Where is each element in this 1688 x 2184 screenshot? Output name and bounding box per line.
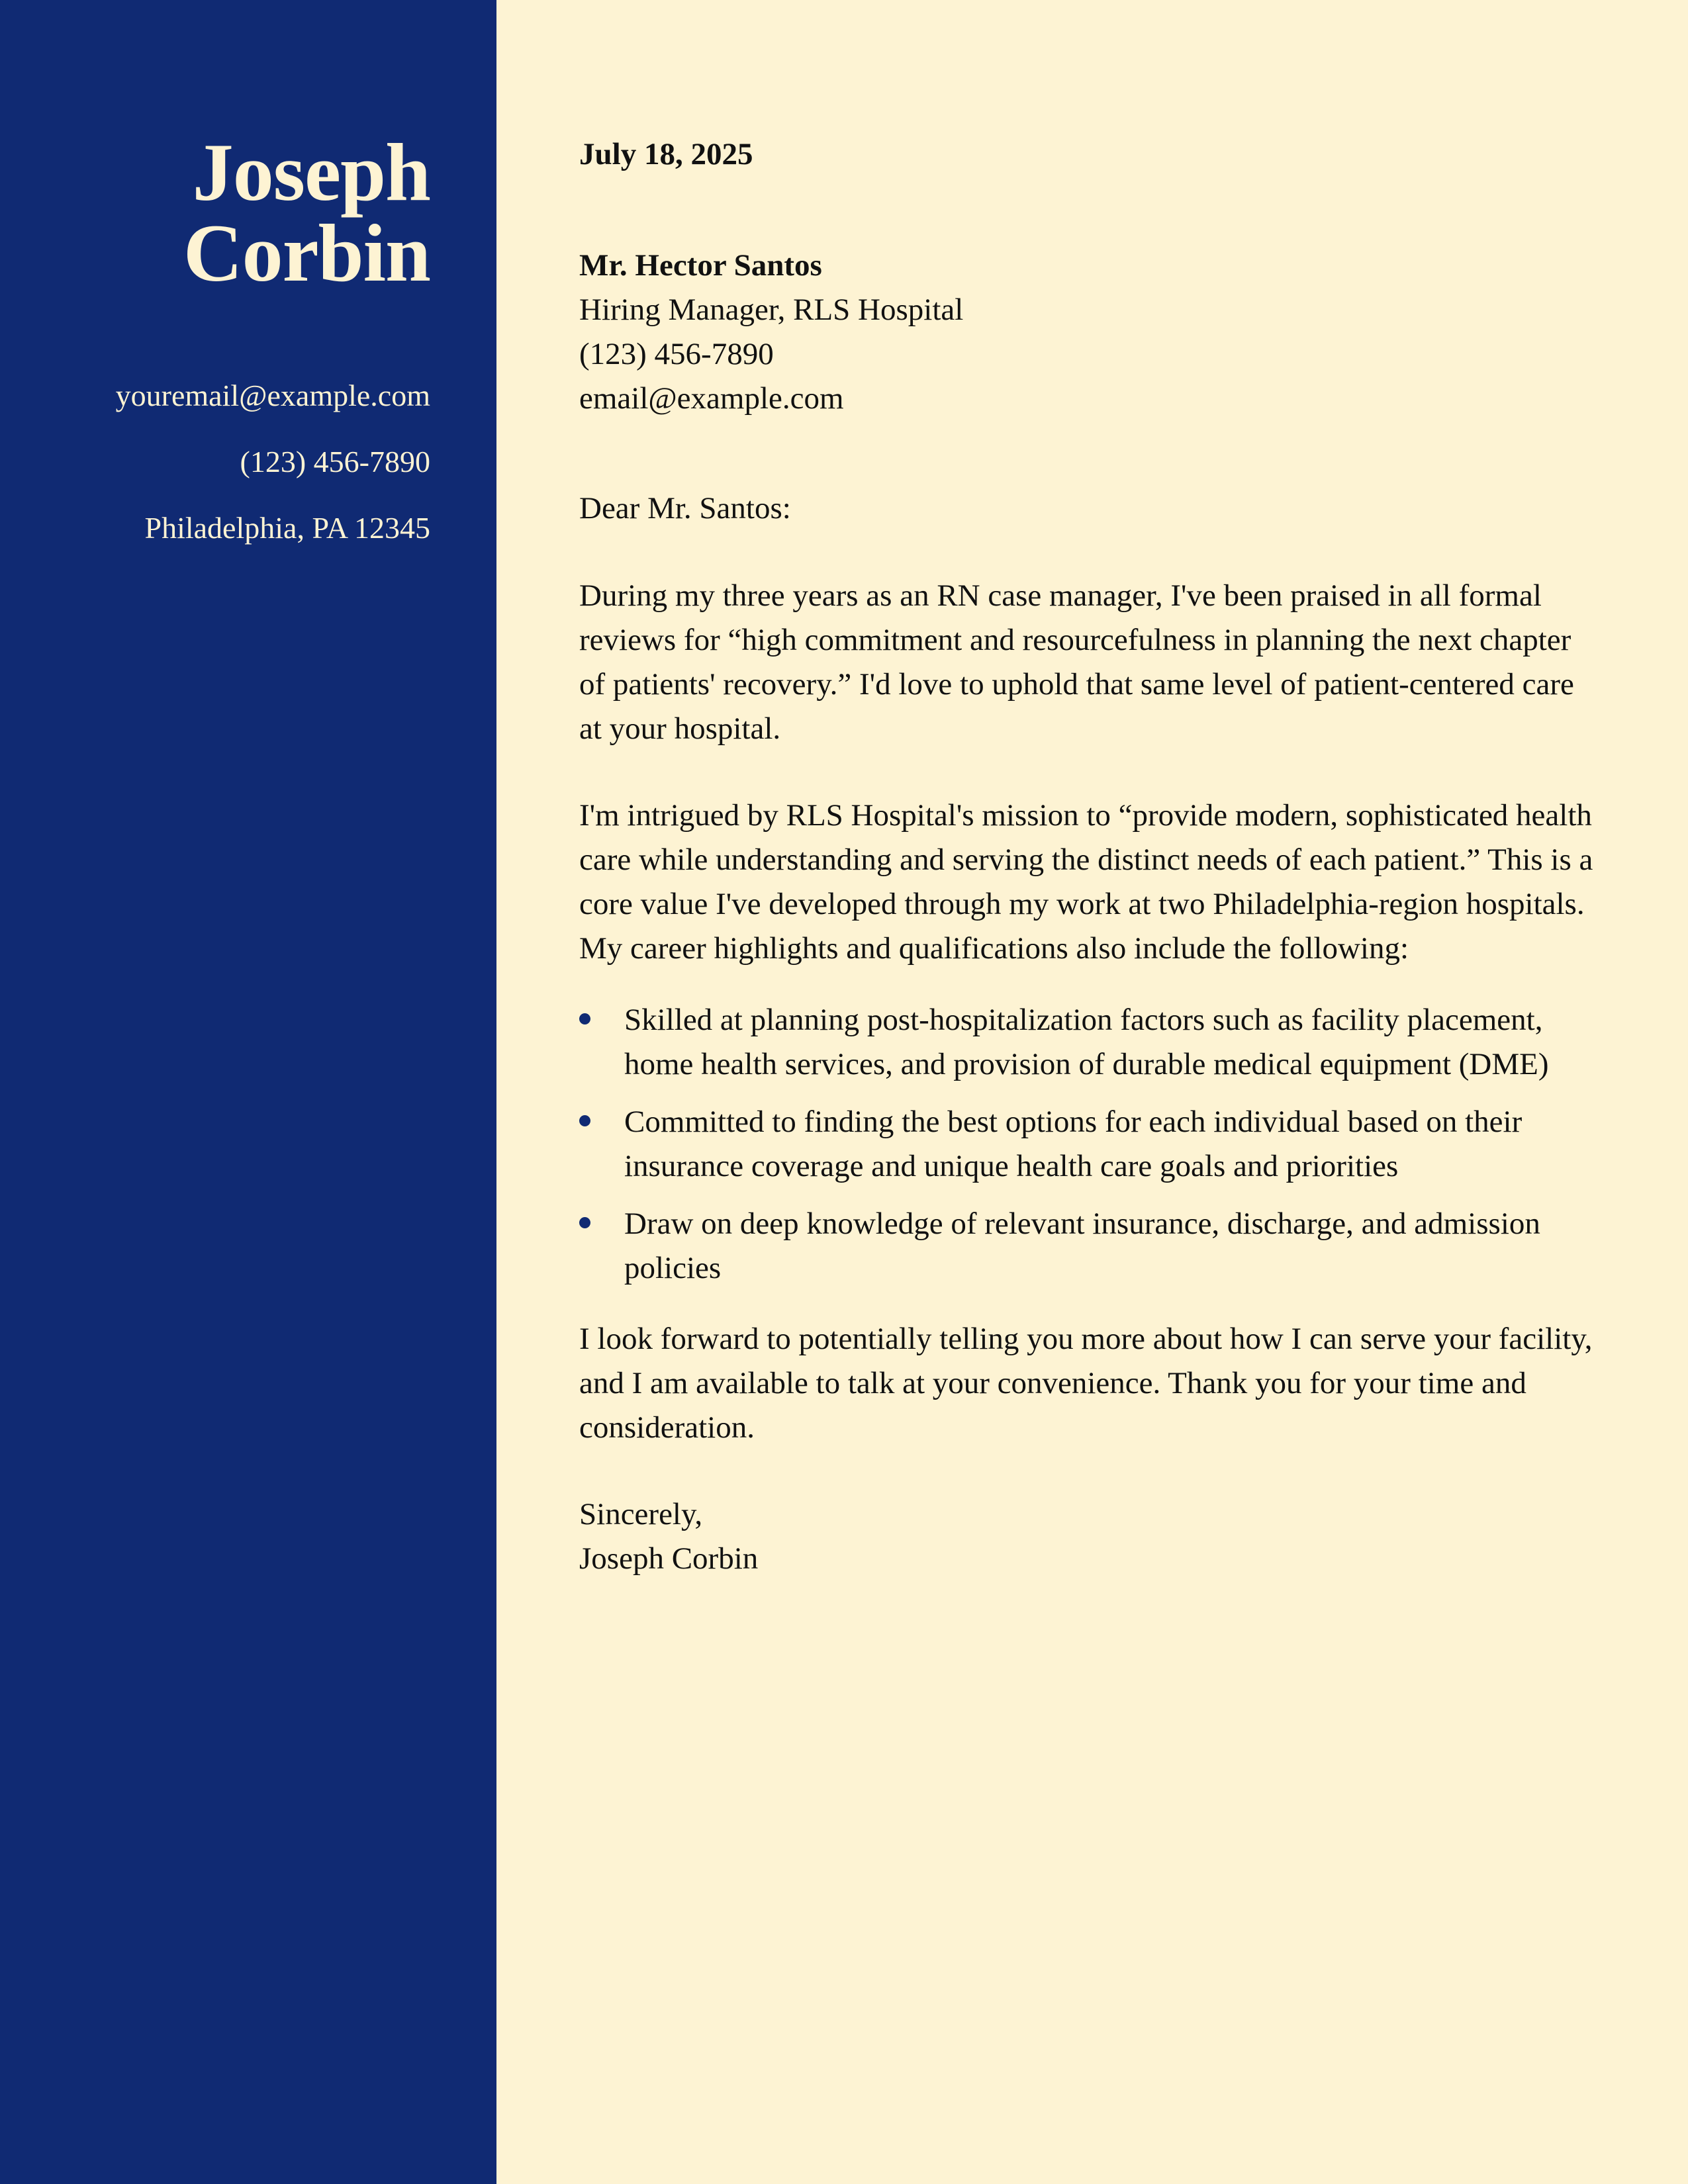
salutation: Dear Mr. Santos:: [579, 491, 791, 525]
list-item: [579, 1100, 1599, 1189]
paragraph-intro: During my three years as an RN case manager, I've been praised in all formal reviews for “high commitment and resourcefulness in planning the next chapter of patients' recovery.” I'd love to uphold that same level of patient-centered care at your hospital.: [579, 578, 1574, 746]
list-item: [579, 998, 1599, 1087]
paragraph-closing: I look forward to potentially telling you more about how I can serve your facility, and I am available to talk at your convenience. Thank you for your time and consideration.: [579, 1322, 1593, 1445]
sender-email: youremail@example.com: [115, 379, 430, 412]
sender-last-name: Corbin: [183, 208, 430, 298]
qualifications-list: [579, 998, 1599, 1304]
list-item: [579, 1202, 1599, 1291]
list-item-text: Draw on deep knowledge of relevant insurance, discharge, and admission policies: [624, 1206, 1540, 1285]
recipient-title: Hiring Manager, RLS Hospital: [579, 293, 964, 327]
recipient-name: Mr. Hector Santos: [579, 248, 822, 283]
paragraph-mission: I'm intrigued by RLS Hospital's mission to “provide modern, sophisticated health care while understanding and serving the distinct needs of each patient.” This is a core value I've developed through my work at two Philadelphia-region hospitals. My career highlights and qualifications also include the following:: [579, 798, 1593, 966]
signature: Joseph Corbin: [579, 1541, 759, 1576]
bullet-icon: [579, 1217, 590, 1228]
closing-phrase: Sincerely,: [579, 1497, 703, 1531]
recipient-phone: (123) 456-7890: [579, 337, 774, 371]
sender-name: [183, 127, 430, 298]
closing-block: [579, 1492, 758, 1581]
sender-phone: (123) 456-7890: [240, 445, 430, 478]
letter-date: July 18, 2025: [579, 137, 753, 171]
bullet-icon: [579, 1013, 590, 1024]
list-item-text: Skilled at planning post-hospitalization factors such as facility placement, home health services, and provision of durable medical equipment (DME): [624, 1003, 1549, 1081]
sender-location: Philadelphia, PA 12345: [144, 511, 430, 545]
sender-contact: [116, 363, 430, 561]
list-item-text: Committed to finding the best options for each individual based on their insurance coverage and unique health care goals and priorities: [624, 1105, 1523, 1183]
recipient-block: [579, 244, 963, 421]
sender-first-name: Joseph: [192, 127, 430, 218]
recipient-email: email@example.com: [579, 381, 844, 416]
sidebar: [0, 0, 496, 2184]
bullet-icon: [579, 1115, 590, 1126]
